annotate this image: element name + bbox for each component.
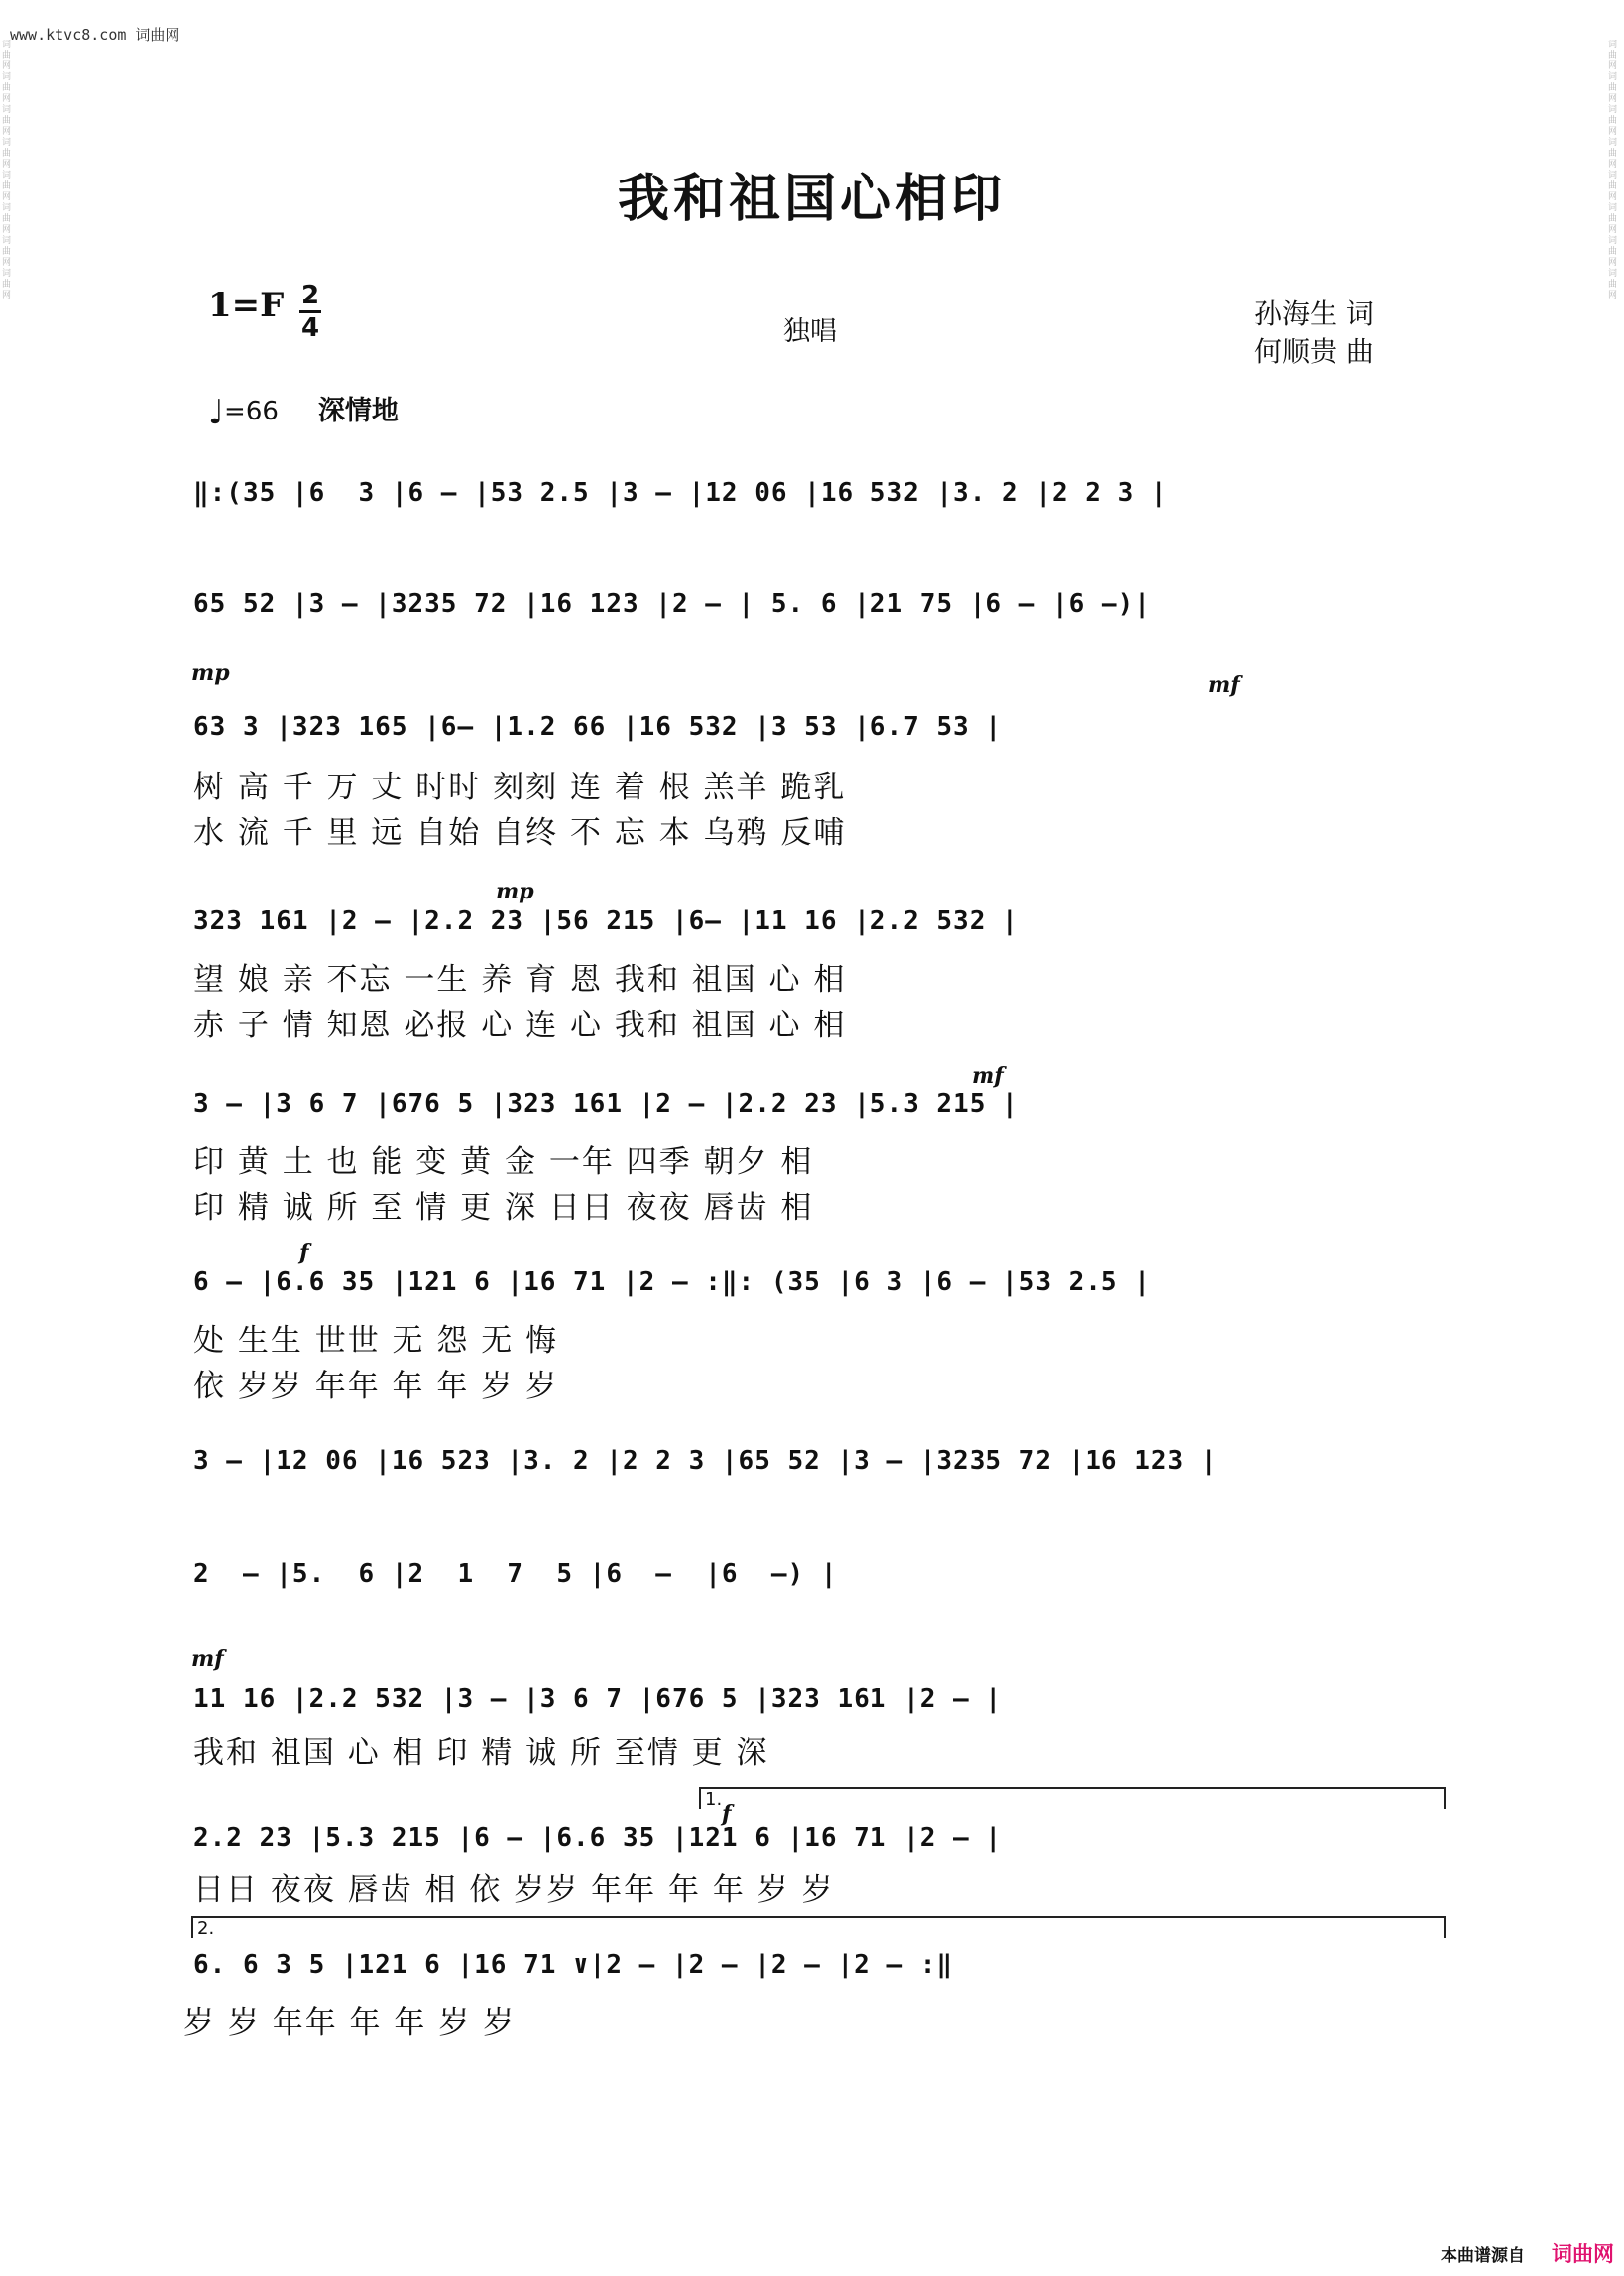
footer-logo: 词曲网 xyxy=(1552,2242,1614,2266)
score-row-11: 6. 6 3 5 |121 6 |16 71 ∨|2 – |2 – |2 – |2 – :‖ xyxy=(193,1950,954,1979)
time-signature-top: 2 xyxy=(300,281,320,310)
quarter-note-icon: ♩ xyxy=(208,393,225,432)
score-row-7: 3 – |12 06 |16 523 |3. 2 |2 2 3 |65 52 |3 – |3235 72 |16 123 | xyxy=(193,1446,1218,1476)
lyric-row-6-verse-2: 依 岁岁 年年 年 年 岁 岁 xyxy=(193,1369,559,1404)
site-url: www.ktvc8.com 词曲网 xyxy=(10,26,180,44)
side-watermark: 词曲网 xyxy=(1608,171,1618,202)
score-row-8: 2 – |5. 6 |2 1 7 5 |6 – |6 –) | xyxy=(193,1559,838,1589)
side-watermark: 词曲网 xyxy=(2,171,12,202)
footer-source: 本曲谱源自 xyxy=(1441,2246,1525,2266)
volta-1-bracket xyxy=(699,1787,1446,1809)
volta-1-label: 1. xyxy=(705,1789,723,1810)
key-signature: 1=F xyxy=(208,286,285,325)
lyric-row-5-verse-1: 印 黄 土 也 能 变 黄 金 一年 四季 朝夕 相 xyxy=(193,1144,814,1180)
score-row-2: 65 52 |3 – |3235 72 |16 123 |2 – | 5. 6 |21 75 |6 – |6 –)| xyxy=(193,589,1151,619)
performance-style: 独唱 xyxy=(783,316,837,347)
lyricist: 孙海生 词 xyxy=(1254,298,1374,330)
volta-2-bracket xyxy=(191,1916,1446,1938)
side-watermark: 词曲网 xyxy=(1608,236,1618,268)
side-watermark: 词曲网 xyxy=(2,269,12,300)
tempo-value: =66 xyxy=(224,397,279,426)
score-row-10: 2.2 23 |5.3 215 |6 – |6.6 35 |121 6 |16 71 |2 – | xyxy=(193,1823,1003,1853)
score-row-9: 11 16 |2.2 532 |3 – |3 6 7 |676 5 |323 161 |2 – | xyxy=(193,1684,1003,1714)
dynamic-mp: mp xyxy=(191,660,230,686)
time-signature-bottom: 4 xyxy=(300,313,320,343)
lyric-row-3-verse-1: 树 高 千 万 丈 时时 刻刻 连 着 根 羔羊 跪乳 xyxy=(193,770,847,805)
side-watermark: 词曲网 xyxy=(1608,105,1618,137)
time-signature xyxy=(295,282,325,342)
side-watermark: 词曲网 xyxy=(1608,138,1618,170)
lyric-row-4-verse-1: 望 娘 亲 不忘 一生 养 育 恩 我和 祖国 心 相 xyxy=(193,962,847,998)
side-watermark: 词曲网 xyxy=(2,138,12,170)
song-title: 我和祖国心相印 xyxy=(617,170,1006,229)
left-watermark-strip xyxy=(2,40,16,2236)
side-watermark: 词曲网 xyxy=(1608,203,1618,235)
credits xyxy=(1254,296,1374,371)
side-watermark: 词曲网 xyxy=(2,105,12,137)
composer: 何顺贵 曲 xyxy=(1254,335,1374,368)
dynamic-f: f xyxy=(722,1801,732,1827)
dynamic-mf: mf xyxy=(972,1063,1004,1089)
score-row-3: 63 3 |323 165 |6– |1.2 66 |16 532 |3 53 |6.7 53 | xyxy=(193,712,1003,742)
side-watermark: 词曲网 xyxy=(1608,269,1618,300)
expression-mark: 深情地 xyxy=(317,396,399,426)
score-row-4: 323 161 |2 – |2.2 23 |56 215 |6– |11 16 |2.2 532 | xyxy=(193,906,1019,936)
side-watermark: 词曲网 xyxy=(2,203,12,235)
score-row-1: ‖:(35 |6 3 |6 – |53 2.5 |3 – |12 06 |16 532 |3. 2 |2 2 3 | xyxy=(193,478,1168,508)
lyric-row-5-verse-2: 印 精 诚 所 至 情 更 深 日日 夜夜 唇齿 相 xyxy=(193,1190,814,1226)
side-watermark: 词曲网 xyxy=(2,236,12,268)
volta-2-label: 2. xyxy=(197,1918,215,1939)
lyric-row-4-verse-2: 赤 子 情 知恩 必报 心 连 心 我和 祖国 心 相 xyxy=(193,1008,847,1043)
side-watermark: 词曲网 xyxy=(1608,72,1618,104)
side-watermark: 词曲网 xyxy=(2,40,12,71)
score-row-6: 6 – |6.6 35 |121 6 |16 71 |2 – :‖: (35 |6 3 |6 – |53 2.5 | xyxy=(193,1267,1151,1297)
score-row-5: 3 – |3 6 7 |676 5 |323 161 |2 – |2.2 23 |5.3 215 | xyxy=(193,1089,1019,1119)
dynamic-mf: mf xyxy=(191,1646,224,1672)
dynamic-f: f xyxy=(299,1240,309,1265)
dynamic-mf: mf xyxy=(1208,672,1240,698)
lyric-row-9: 我和 祖国 心 相 印 精 诚 所 至情 更 深 xyxy=(193,1736,769,1771)
dynamic-mp: mp xyxy=(496,879,534,904)
lyric-row-6-verse-1: 处 生生 世世 无 怨 无 悔 xyxy=(193,1323,559,1359)
right-watermark-strip xyxy=(1608,40,1622,2236)
side-watermark: 词曲网 xyxy=(2,72,12,104)
side-watermark: 词曲网 xyxy=(1608,40,1618,71)
lyric-row-3-verse-2: 水 流 千 里 远 自始 自终 不 忘 本 乌鸦 反哺 xyxy=(193,815,847,851)
lyric-row-10: 日日 夜夜 唇齿 相 依 岁岁 年年 年 年 岁 岁 xyxy=(193,1872,835,1908)
tempo-marking xyxy=(208,389,399,432)
lyric-row-11: 岁 岁 年年 年 年 岁 岁 xyxy=(183,2005,517,2041)
